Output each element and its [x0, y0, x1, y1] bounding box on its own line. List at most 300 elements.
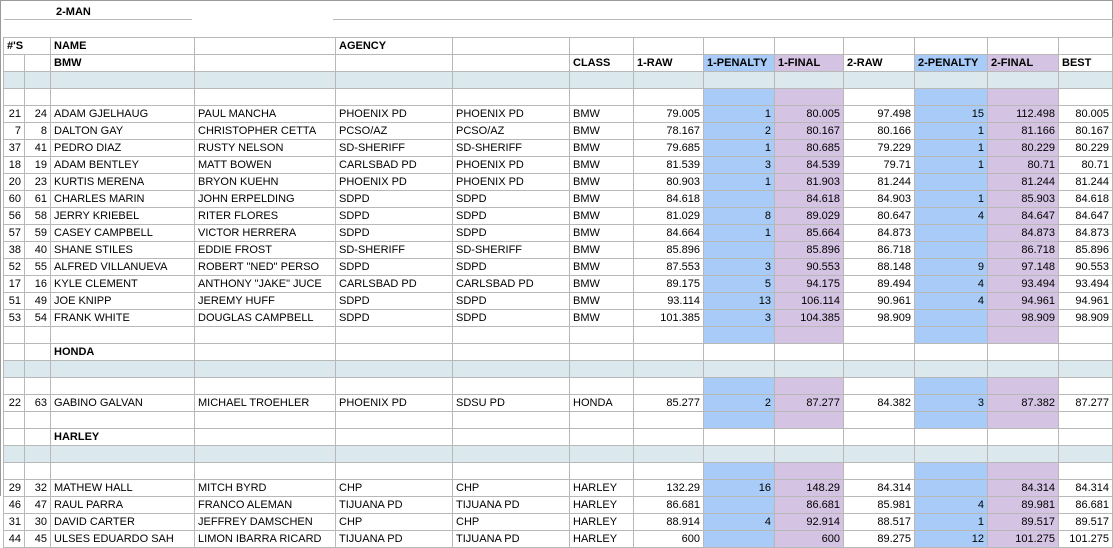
blank-cell[interactable]	[1059, 327, 1113, 344]
final2-cell[interactable]: 93.494	[988, 276, 1059, 293]
blank-cell[interactable]	[704, 327, 775, 344]
bike-number-cell[interactable]: 54	[25, 310, 51, 327]
blank-cell[interactable]	[844, 463, 915, 480]
partner-name-cell[interactable]: VICTOR HERRERA	[195, 225, 336, 242]
final1-cell[interactable]: 90.553	[775, 259, 844, 276]
agency-cell[interactable]: PHOENIX PD	[336, 174, 453, 191]
blank-cell[interactable]	[1059, 72, 1113, 89]
raw1-cell[interactable]: 93.114	[634, 293, 704, 310]
entry-number-cell[interactable]: 52	[4, 259, 25, 276]
partner-name-cell[interactable]: EDDIE FROST	[195, 242, 336, 259]
blank-cell[interactable]	[51, 378, 195, 395]
entry-number-cell[interactable]: 44	[4, 531, 25, 548]
partner-name-cell[interactable]: BRYON KUEHN	[195, 174, 336, 191]
blank-cell[interactable]	[634, 446, 704, 463]
bike-number-cell[interactable]: 47	[25, 497, 51, 514]
raw1-cell[interactable]: 86.681	[634, 497, 704, 514]
penalty1-cell[interactable]: 1	[704, 174, 775, 191]
blank-cell[interactable]	[570, 446, 634, 463]
partner-agency-cell[interactable]: SDPD	[453, 225, 570, 242]
class-cell[interactable]: HARLEY	[570, 514, 634, 531]
agency-cell[interactable]: SDPD	[336, 310, 453, 327]
penalty1-cell[interactable]	[704, 497, 775, 514]
entry-number-cell[interactable]: 57	[4, 225, 25, 242]
partner-name-cell[interactable]: LIMON IBARRA RICARD	[195, 531, 336, 548]
blank-cell[interactable]	[336, 378, 453, 395]
best-cell[interactable]: 80.167	[1059, 123, 1113, 140]
blank-cell[interactable]	[195, 89, 336, 106]
class-cell[interactable]: HARLEY	[570, 480, 634, 497]
final1-cell[interactable]: 85.664	[775, 225, 844, 242]
raw1-cell[interactable]: 85.896	[634, 242, 704, 259]
blank-cell[interactable]	[988, 327, 1059, 344]
blank-cell[interactable]	[195, 446, 336, 463]
bike-number-cell[interactable]: 40	[25, 242, 51, 259]
agency-cell[interactable]: SDPD	[336, 293, 453, 310]
raw2-cell[interactable]: 89.275	[844, 531, 915, 548]
header-cell-blank[interactable]	[915, 38, 988, 55]
blank-cell[interactable]	[51, 446, 195, 463]
partner-name-cell[interactable]: JEFFREY DAMSCHEN	[195, 514, 336, 531]
blank-cell[interactable]	[1059, 429, 1113, 446]
partner-agency-cell[interactable]: SD-SHERIFF	[453, 242, 570, 259]
blank-cell[interactable]	[704, 412, 775, 429]
agency-cell[interactable]: PHOENIX PD	[336, 106, 453, 123]
penalty1-cell[interactable]: 3	[704, 310, 775, 327]
blank-cell[interactable]	[25, 463, 51, 480]
blank-cell[interactable]	[988, 463, 1059, 480]
blank-cell[interactable]	[915, 412, 988, 429]
blank-cell[interactable]	[25, 446, 51, 463]
class-cell[interactable]: HONDA	[570, 395, 634, 412]
entry-number-cell[interactable]: 38	[4, 242, 25, 259]
raw2-cell[interactable]: 80.647	[844, 208, 915, 225]
blank-cell[interactable]	[844, 344, 915, 361]
class-cell[interactable]: BMW	[570, 225, 634, 242]
penalty1-cell[interactable]: 2	[704, 395, 775, 412]
final1-cell[interactable]: 84.618	[775, 191, 844, 208]
blank-cell[interactable]	[634, 89, 704, 106]
blank-cell[interactable]	[988, 429, 1059, 446]
entry-number-cell[interactable]: 20	[4, 174, 25, 191]
raw1-header[interactable]: 1-RAW	[634, 55, 704, 72]
final1-cell[interactable]: 600	[775, 531, 844, 548]
penalty1-cell[interactable]: 13	[704, 293, 775, 310]
rider-name-cell[interactable]: ALFRED VILLANUEVA	[51, 259, 195, 276]
entry-number-cell[interactable]: 22	[4, 395, 25, 412]
blank-cell[interactable]	[915, 429, 988, 446]
header-cell-blank[interactable]	[25, 55, 51, 72]
blank-cell[interactable]	[988, 361, 1059, 378]
penalty2-cell[interactable]: 1	[915, 514, 988, 531]
bike-number-cell[interactable]: 16	[25, 276, 51, 293]
raw1-cell[interactable]: 101.385	[634, 310, 704, 327]
blank-cell[interactable]	[915, 344, 988, 361]
penalty2-cell[interactable]	[915, 480, 988, 497]
partner-name-cell[interactable]: ANTHONY "JAKE" JUCE	[195, 276, 336, 293]
bike-number-cell[interactable]: 63	[25, 395, 51, 412]
entry-number-cell[interactable]: 37	[4, 140, 25, 157]
section-title[interactable]: HONDA	[51, 344, 195, 361]
penalty2-cell[interactable]	[915, 242, 988, 259]
blank-cell[interactable]	[336, 72, 453, 89]
best-cell[interactable]: 87.277	[1059, 395, 1113, 412]
penalty2-cell[interactable]	[915, 310, 988, 327]
blank-cell[interactable]	[570, 344, 634, 361]
blank-cell[interactable]	[775, 378, 844, 395]
penalty2-cell[interactable]: 15	[915, 106, 988, 123]
class-cell[interactable]: BMW	[570, 123, 634, 140]
entry-number-cell[interactable]: 46	[4, 497, 25, 514]
partner-name-cell[interactable]: MATT BOWEN	[195, 157, 336, 174]
raw1-cell[interactable]: 600	[634, 531, 704, 548]
partner-agency-cell[interactable]: PCSO/AZ	[453, 123, 570, 140]
blank-cell[interactable]	[915, 378, 988, 395]
penalty2-cell[interactable]: 1	[915, 140, 988, 157]
penalty2-cell[interactable]: 12	[915, 531, 988, 548]
blank-cell[interactable]	[634, 361, 704, 378]
partner-agency-cell[interactable]: PHOENIX PD	[453, 106, 570, 123]
blank-cell[interactable]	[844, 446, 915, 463]
blank-cell[interactable]	[336, 344, 453, 361]
header-cell-blank[interactable]	[195, 55, 336, 72]
rider-name-cell[interactable]: CASEY CAMPBELL	[51, 225, 195, 242]
blank-cell[interactable]	[634, 327, 704, 344]
best-cell[interactable]: 85.896	[1059, 242, 1113, 259]
penalty1-cell[interactable]: 1	[704, 225, 775, 242]
final2-cell[interactable]: 84.314	[988, 480, 1059, 497]
blank-cell[interactable]	[25, 429, 51, 446]
final1-cell[interactable]: 81.903	[775, 174, 844, 191]
header-cell-blank[interactable]	[844, 38, 915, 55]
blank-cell[interactable]	[844, 89, 915, 106]
final2-cell[interactable]: 84.647	[988, 208, 1059, 225]
blank-cell[interactable]	[51, 327, 195, 344]
blank-cell[interactable]	[704, 463, 775, 480]
penalty2-cell[interactable]: 4	[915, 276, 988, 293]
blank-cell[interactable]	[704, 344, 775, 361]
blank-cell[interactable]	[988, 72, 1059, 89]
blank-cell[interactable]	[634, 412, 704, 429]
bike-number-cell[interactable]: 19	[25, 157, 51, 174]
blank-cell[interactable]	[1059, 344, 1113, 361]
best-cell[interactable]: 84.314	[1059, 480, 1113, 497]
blank-cell[interactable]	[195, 72, 336, 89]
partner-name-cell[interactable]: DOUGLAS CAMPBELL	[195, 310, 336, 327]
blank-cell[interactable]	[25, 378, 51, 395]
rider-name-cell[interactable]: KURTIS MERENA	[51, 174, 195, 191]
blank-cell[interactable]	[4, 429, 25, 446]
final1-cell[interactable]: 92.914	[775, 514, 844, 531]
penalty2-cell[interactable]: 1	[915, 191, 988, 208]
agency-cell[interactable]: CHP	[336, 514, 453, 531]
final2-cell[interactable]: 87.382	[988, 395, 1059, 412]
best-cell[interactable]: 84.873	[1059, 225, 1113, 242]
blank-cell[interactable]	[25, 412, 51, 429]
blank-cell[interactable]	[915, 89, 988, 106]
best-cell[interactable]: 90.553	[1059, 259, 1113, 276]
raw2-cell[interactable]: 79.71	[844, 157, 915, 174]
blank-cell[interactable]	[4, 327, 25, 344]
raw2-cell[interactable]: 98.909	[844, 310, 915, 327]
partner-agency-cell[interactable]: CHP	[453, 514, 570, 531]
blank-cell[interactable]	[336, 412, 453, 429]
blank-cell[interactable]	[336, 429, 453, 446]
penalty1-cell[interactable]: 5	[704, 276, 775, 293]
best-cell[interactable]: 94.961	[1059, 293, 1113, 310]
blank-cell[interactable]	[453, 429, 570, 446]
agency-cell[interactable]: PCSO/AZ	[336, 123, 453, 140]
blank-cell[interactable]	[775, 327, 844, 344]
blank-cell[interactable]	[195, 378, 336, 395]
raw1-cell[interactable]: 87.553	[634, 259, 704, 276]
partner-agency-cell[interactable]: TIJUANA PD	[453, 531, 570, 548]
raw1-cell[interactable]: 79.005	[634, 106, 704, 123]
partner-agency-cell[interactable]: SDPD	[453, 310, 570, 327]
entry-number-cell[interactable]: 7	[4, 123, 25, 140]
header-cell-blank[interactable]	[570, 38, 634, 55]
sheet-title[interactable]: 2-MAN	[56, 6, 91, 18]
blank-cell[interactable]	[570, 429, 634, 446]
final1-cell[interactable]: 89.029	[775, 208, 844, 225]
blank-cell[interactable]	[25, 327, 51, 344]
blank-cell[interactable]	[570, 412, 634, 429]
blank-cell[interactable]	[775, 89, 844, 106]
agency-cell[interactable]: SD-SHERIFF	[336, 140, 453, 157]
penalty1-cell[interactable]: 3	[704, 259, 775, 276]
final1-cell[interactable]: 86.681	[775, 497, 844, 514]
class-cell[interactable]: BMW	[570, 174, 634, 191]
raw2-cell[interactable]: 84.903	[844, 191, 915, 208]
entry-number-cell[interactable]: 31	[4, 514, 25, 531]
bike-number-cell[interactable]: 8	[25, 123, 51, 140]
bike-number-cell[interactable]: 55	[25, 259, 51, 276]
blank-cell[interactable]	[51, 89, 195, 106]
agency-cell[interactable]: SDPD	[336, 191, 453, 208]
final2-cell[interactable]: 112.498	[988, 106, 1059, 123]
entry-number-cell[interactable]: 51	[4, 293, 25, 310]
header-cell-blank[interactable]	[336, 55, 453, 72]
blank-cell[interactable]	[51, 72, 195, 89]
blank-cell[interactable]	[988, 89, 1059, 106]
header-cell-blank[interactable]	[453, 38, 570, 55]
partner-name-cell[interactable]: MITCH BYRD	[195, 480, 336, 497]
final2-cell[interactable]: 98.909	[988, 310, 1059, 327]
best-cell[interactable]: 81.244	[1059, 174, 1113, 191]
final1-cell[interactable]: 104.385	[775, 310, 844, 327]
rider-name-cell[interactable]: JERRY KRIEBEL	[51, 208, 195, 225]
raw2-cell[interactable]: 79.229	[844, 140, 915, 157]
partner-agency-cell[interactable]: SDPD	[453, 208, 570, 225]
blank-cell[interactable]	[634, 429, 704, 446]
final2-cell[interactable]: 94.961	[988, 293, 1059, 310]
rider-name-cell[interactable]: RAUL PARRA	[51, 497, 195, 514]
partner-agency-cell[interactable]: SDPD	[453, 191, 570, 208]
numbers-header[interactable]: #'S	[4, 38, 51, 55]
entry-number-cell[interactable]: 60	[4, 191, 25, 208]
entry-number-cell[interactable]: 18	[4, 157, 25, 174]
final1-cell[interactable]: 80.005	[775, 106, 844, 123]
final2-cell[interactable]: 84.873	[988, 225, 1059, 242]
rider-name-cell[interactable]: ADAM BENTLEY	[51, 157, 195, 174]
best-cell[interactable]: 84.647	[1059, 208, 1113, 225]
section-title[interactable]: HARLEY	[51, 429, 195, 446]
blank-cell[interactable]	[988, 446, 1059, 463]
partner-name-cell[interactable]: FRANCO ALEMAN	[195, 497, 336, 514]
blank-cell[interactable]	[4, 446, 25, 463]
blank-cell[interactable]	[25, 89, 51, 106]
raw2-cell[interactable]: 84.382	[844, 395, 915, 412]
final2-cell[interactable]: 81.166	[988, 123, 1059, 140]
partner-name-cell[interactable]: PAUL MANCHA	[195, 106, 336, 123]
blank-cell[interactable]	[1059, 361, 1113, 378]
agency-cell[interactable]: TIJUANA PD	[336, 497, 453, 514]
entry-number-cell[interactable]: 21	[4, 106, 25, 123]
final1-cell[interactable]: 85.896	[775, 242, 844, 259]
best-cell[interactable]: 98.909	[1059, 310, 1113, 327]
final2-cell[interactable]: 80.71	[988, 157, 1059, 174]
best-cell[interactable]: 84.618	[1059, 191, 1113, 208]
raw2-cell[interactable]: 84.314	[844, 480, 915, 497]
bike-number-cell[interactable]: 41	[25, 140, 51, 157]
bike-number-cell[interactable]: 58	[25, 208, 51, 225]
final2-cell[interactable]: 89.981	[988, 497, 1059, 514]
raw1-cell[interactable]: 79.685	[634, 140, 704, 157]
raw2-cell[interactable]: 84.873	[844, 225, 915, 242]
blank-cell[interactable]	[915, 446, 988, 463]
final2-cell[interactable]: 97.148	[988, 259, 1059, 276]
bike-number-cell[interactable]: 49	[25, 293, 51, 310]
partner-agency-cell[interactable]: SDPD	[453, 259, 570, 276]
raw1-cell[interactable]: 80.903	[634, 174, 704, 191]
header-cell-blank[interactable]	[775, 38, 844, 55]
blank-cell[interactable]	[453, 344, 570, 361]
blank-cell[interactable]	[453, 89, 570, 106]
blank-cell[interactable]	[4, 361, 25, 378]
final2-cell[interactable]: 101.275	[988, 531, 1059, 548]
raw2-cell[interactable]: 80.166	[844, 123, 915, 140]
blank-cell[interactable]	[336, 446, 453, 463]
agency-header[interactable]: AGENCY	[336, 38, 453, 55]
penalty1-cell[interactable]: 1	[704, 106, 775, 123]
penalty1-cell[interactable]: 3	[704, 157, 775, 174]
blank-cell[interactable]	[844, 378, 915, 395]
raw2-cell[interactable]: 88.517	[844, 514, 915, 531]
penalty1-header[interactable]: 1-PENALTY	[704, 55, 775, 72]
final1-cell[interactable]: 84.539	[775, 157, 844, 174]
agency-cell[interactable]: SDPD	[336, 259, 453, 276]
blank-cell[interactable]	[570, 72, 634, 89]
blank-cell[interactable]	[195, 327, 336, 344]
header-cell-blank[interactable]	[4, 55, 25, 72]
penalty1-cell[interactable]	[704, 242, 775, 259]
final2-cell[interactable]: 85.903	[988, 191, 1059, 208]
raw1-cell[interactable]: 84.618	[634, 191, 704, 208]
penalty1-cell[interactable]	[704, 191, 775, 208]
blank-cell[interactable]	[336, 361, 453, 378]
blank-cell[interactable]	[25, 361, 51, 378]
blank-cell[interactable]	[570, 327, 634, 344]
raw1-cell[interactable]: 132.29	[634, 480, 704, 497]
header-cell-blank[interactable]	[704, 38, 775, 55]
penalty1-cell[interactable]: 8	[704, 208, 775, 225]
rider-name-cell[interactable]: PEDRO DIAZ	[51, 140, 195, 157]
blank-cell[interactable]	[195, 361, 336, 378]
agency-cell[interactable]: CARLSBAD PD	[336, 276, 453, 293]
blank-cell[interactable]	[1059, 378, 1113, 395]
final1-cell[interactable]: 80.685	[775, 140, 844, 157]
agency-cell[interactable]: CARLSBAD PD	[336, 157, 453, 174]
raw1-cell[interactable]: 89.175	[634, 276, 704, 293]
penalty2-cell[interactable]: 9	[915, 259, 988, 276]
rider-name-cell[interactable]: GABINO GALVAN	[51, 395, 195, 412]
final1-header[interactable]: 1-FINAL	[775, 55, 844, 72]
blank-cell[interactable]	[51, 412, 195, 429]
penalty1-cell[interactable]	[704, 531, 775, 548]
blank-cell[interactable]	[915, 361, 988, 378]
raw2-cell[interactable]: 81.244	[844, 174, 915, 191]
blank-cell[interactable]	[4, 72, 25, 89]
blank-cell[interactable]	[195, 429, 336, 446]
blank-cell[interactable]	[1059, 463, 1113, 480]
raw1-cell[interactable]: 84.664	[634, 225, 704, 242]
class-cell[interactable]: BMW	[570, 208, 634, 225]
blank-cell[interactable]	[844, 327, 915, 344]
agency-cell[interactable]: SDPD	[336, 225, 453, 242]
name-header[interactable]: NAME	[51, 38, 195, 55]
blank-cell[interactable]	[336, 89, 453, 106]
partner-name-cell[interactable]: RUSTY NELSON	[195, 140, 336, 157]
blank-cell[interactable]	[453, 463, 570, 480]
blank-cell[interactable]	[570, 361, 634, 378]
blank-cell[interactable]	[453, 72, 570, 89]
rider-name-cell[interactable]: JOE KNIPP	[51, 293, 195, 310]
blank-cell[interactable]	[51, 361, 195, 378]
blank-cell[interactable]	[844, 412, 915, 429]
blank-cell[interactable]	[988, 378, 1059, 395]
blank-cell[interactable]	[453, 378, 570, 395]
final2-cell[interactable]: 80.229	[988, 140, 1059, 157]
raw2-cell[interactable]: 88.148	[844, 259, 915, 276]
penalty2-cell[interactable]: 1	[915, 157, 988, 174]
header-cell-blank[interactable]	[1059, 38, 1113, 55]
penalty2-cell[interactable]: 1	[915, 123, 988, 140]
blank-cell[interactable]	[634, 72, 704, 89]
blank-cell[interactable]	[775, 72, 844, 89]
bmw-section-label[interactable]: BMW	[51, 55, 195, 72]
blank-cell[interactable]	[336, 327, 453, 344]
partner-agency-cell[interactable]: PHOENIX PD	[453, 157, 570, 174]
agency-cell[interactable]: SDPD	[336, 208, 453, 225]
best-cell[interactable]: 89.517	[1059, 514, 1113, 531]
class-cell[interactable]: BMW	[570, 310, 634, 327]
blank-cell[interactable]	[775, 412, 844, 429]
partner-name-cell[interactable]: MICHAEL TROEHLER	[195, 395, 336, 412]
penalty1-cell[interactable]: 16	[704, 480, 775, 497]
final2-cell[interactable]: 81.244	[988, 174, 1059, 191]
raw1-cell[interactable]: 81.539	[634, 157, 704, 174]
blank-cell[interactable]	[704, 361, 775, 378]
penalty1-cell[interactable]: 2	[704, 123, 775, 140]
best-cell[interactable]: 86.681	[1059, 497, 1113, 514]
header-cell-blank[interactable]	[195, 38, 336, 55]
final1-cell[interactable]: 106.114	[775, 293, 844, 310]
raw1-cell[interactable]: 85.277	[634, 395, 704, 412]
raw2-header[interactable]: 2-RAW	[844, 55, 915, 72]
agency-cell[interactable]: PHOENIX PD	[336, 395, 453, 412]
entry-number-cell[interactable]: 17	[4, 276, 25, 293]
blank-cell[interactable]	[4, 378, 25, 395]
